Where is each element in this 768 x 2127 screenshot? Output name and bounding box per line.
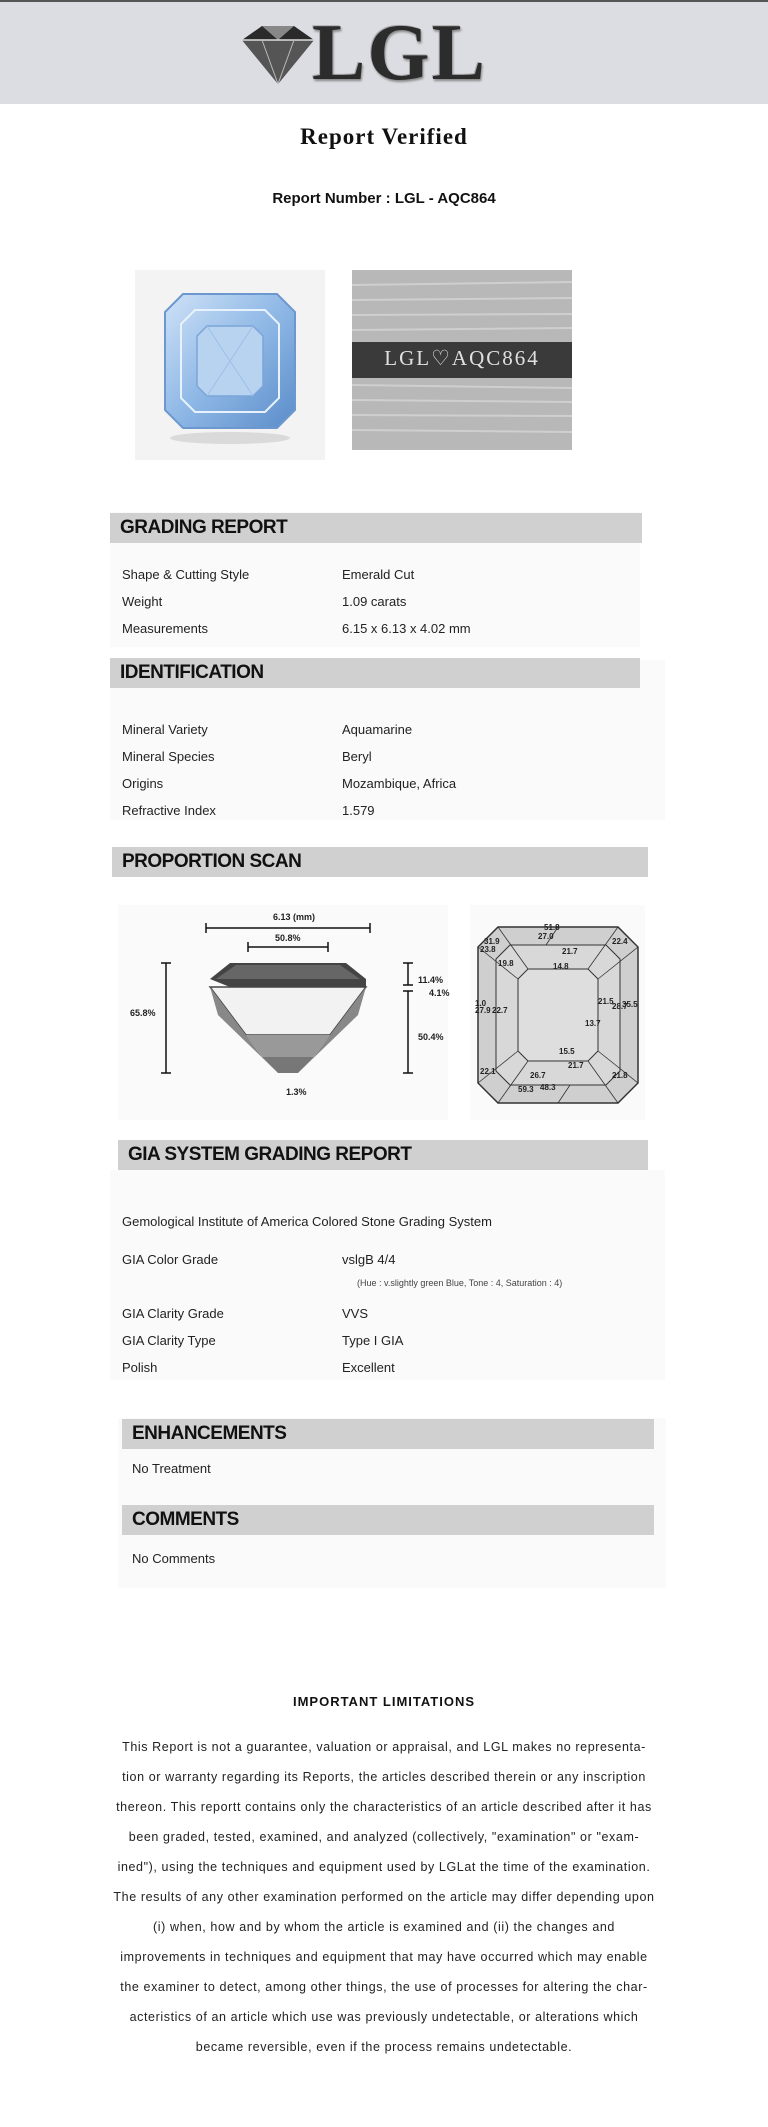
top-view-value: 59.3	[518, 1085, 534, 1094]
color-grade-note: (Hue : v.slightly green Blue, Tone : 4, Saturation : 4)	[357, 1278, 563, 1288]
top-view-value: 22.7	[492, 1006, 508, 1015]
profile-girdle-label: 4.1%	[429, 988, 450, 998]
row-value: Excellent	[342, 1360, 395, 1375]
top-view-value: 19.8	[498, 959, 514, 968]
enhancements-header: ENHANCEMENTS	[122, 1419, 654, 1449]
limitations-text: This Report is not a guarantee, valuation or appraisal, and LGL makes no representa-tion or warranty regarding its Reports, the articles described therein or any inscription thereon. This reportt contains only the characteristics of an article described after it has been graded, tested, examined, and analyzed (collectively, "examination" or "exam-ined"), using the techniques and equipment used by LGLat the time of the examination. The results of any other examination performed on the article may differ depending upon (i) when, how and by whom the article is examined and (ii) the changes and improvements in techniques and equipment that may have occurred which may enable the examiner to detect, among other things, the use of processes for altering the char-acteristics of an article which use was previously undetectable, or alterations which became reversible, even if the process remains undetectable.	[113, 1740, 655, 2054]
grading-report-header: GRADING REPORT	[110, 513, 642, 543]
top-view-value: 22.4	[612, 937, 628, 946]
row-value: Aquamarine	[342, 722, 413, 737]
profile-table-label: 50.8%	[275, 933, 301, 943]
top-view-value: 21.8	[612, 1071, 628, 1080]
row-value: Beryl	[342, 749, 372, 764]
page-title: Report Verified	[300, 124, 468, 149]
lgl-logo[interactable]	[232, 9, 492, 97]
top-view-value: 28.7	[612, 1002, 628, 1011]
top-view-value: 35.5	[622, 1000, 638, 1009]
row-label: Weight	[122, 594, 163, 609]
limitations-title: IMPORTANT LIMITATIONS	[292, 1694, 476, 1709]
row-label: GIA Color Grade	[122, 1252, 219, 1267]
top-view-value: 21.7	[562, 947, 578, 956]
top-view-value: 14.8	[553, 962, 569, 971]
enhancements-value: No Treatment	[132, 1461, 211, 1476]
top-view-value: 31.9	[484, 937, 500, 946]
gia-panel	[110, 1170, 665, 1380]
row-label: GIA Clarity Type	[122, 1333, 216, 1348]
top-view-value: 15.5	[559, 1047, 575, 1056]
top-view-value: 51.8	[544, 923, 560, 932]
identification-header: IDENTIFICATION	[110, 658, 640, 688]
row-value: 1.09 carats	[342, 594, 407, 609]
row-label: Polish	[122, 1360, 158, 1375]
top-view-value: 22.1	[480, 1067, 496, 1076]
row-value: Emerald Cut	[342, 567, 415, 582]
row-value: Mozambique, Africa	[342, 776, 457, 791]
row-label: Measurements	[122, 621, 208, 636]
row-label: Origins	[122, 776, 164, 791]
row-value: vslgB 4/4	[342, 1252, 396, 1267]
profile-pavilion-label: 50.4%	[418, 1032, 444, 1042]
row-label: Shape & Cutting Style	[122, 567, 250, 582]
profile-culet-label: 1.3%	[286, 1087, 307, 1097]
logo-text: LGL	[312, 9, 487, 97]
report-number: Report Number : LGL - AQC864	[272, 190, 496, 207]
inscription-photo	[352, 270, 572, 450]
comments-value: No Comments	[132, 1551, 216, 1566]
row-value: 1.579	[342, 803, 375, 818]
top-view-value: 26.7	[530, 1071, 546, 1080]
top-view-value: 13.7	[585, 1019, 601, 1028]
proportion-scan-header: PROPORTION SCAN	[112, 847, 648, 877]
row-value: 6.15 x 6.13 x 4.02 mm	[342, 621, 471, 636]
row-label: Refractive Index	[122, 803, 216, 818]
top-view-value: 21.7	[568, 1061, 584, 1070]
comments-header: COMMENTS	[122, 1505, 654, 1535]
row-value: VVS	[342, 1306, 369, 1321]
profile-crown-label: 11.4%	[418, 975, 444, 985]
row-value: Type I GIA	[342, 1333, 404, 1348]
gem-photo	[135, 270, 325, 460]
row-label: GIA Clarity Grade	[122, 1306, 224, 1321]
inscription-text: LGL♡AQC864	[384, 346, 540, 370]
top-view-value: 27.0	[538, 932, 554, 941]
profile-diagram	[118, 905, 448, 1120]
top-view-value: 23.8	[480, 945, 496, 954]
diamond-logo-icon	[232, 20, 322, 90]
top-view-value: 21.5	[598, 997, 614, 1006]
emerald-cut-gem-icon	[135, 270, 325, 460]
row-label: Mineral Species	[122, 749, 215, 764]
gia-system-name: Gemological Institute of America Colored Stone Grading System	[122, 1214, 492, 1229]
row-label: Mineral Variety	[122, 722, 208, 737]
profile-depth-label: 65.8%	[130, 1008, 156, 1018]
gia-header: GIA SYSTEM GRADING REPORT	[118, 1140, 648, 1170]
profile-width-label: 6.13 (mm)	[273, 912, 316, 922]
top-view-value: 48.3	[540, 1083, 556, 1092]
top-view-value: 1.0	[475, 999, 487, 1008]
top-view-value: 27.9	[475, 1006, 491, 1015]
top-view-diagram	[470, 905, 645, 1120]
